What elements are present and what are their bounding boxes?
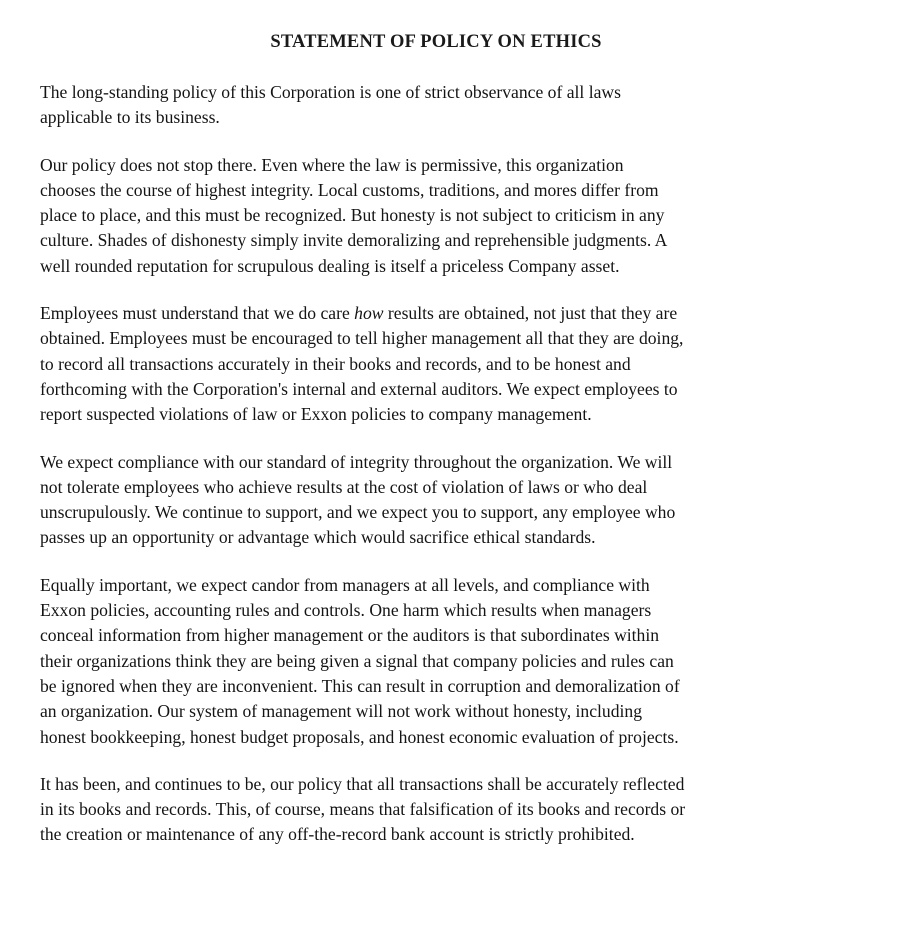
paragraph-candor (40, 573, 840, 750)
paragraph-records (40, 772, 840, 848)
text-line: It has been, and continues to be, our policy that all transactions shall be accurately reflected (40, 773, 685, 794)
text-line: passes up an opportunity or advantage which would sacrifice ethical standards. (40, 527, 596, 548)
paragraph-laws (40, 80, 840, 131)
text-line: the creation or maintenance of any off-the-record bank account is strictly prohibited. (40, 824, 635, 845)
document-title: STATEMENT OF POLICY ON ETHICS (270, 32, 602, 52)
text-line: applicable to its business. (40, 107, 220, 128)
text-line: report suspected violations of law or Exxon policies to company management. (40, 404, 592, 425)
paragraph-integrity (40, 153, 840, 279)
text-line: be ignored when they are inconvenient. This can result in corruption and demoralization of (40, 675, 680, 696)
text-line: Equally important, we expect candor from managers at all levels, and compliance with (40, 574, 650, 595)
text-line: to record all transactions accurately in their books and records, and to be honest and (40, 353, 631, 374)
text-line: Exxon policies, accounting rules and controls. One harm which results when managers (40, 600, 652, 621)
text-line: chooses the course of highest integrity. Local customs, traditions, and mores differ from (40, 179, 659, 200)
paragraph-employees (40, 301, 840, 427)
document-body (40, 80, 840, 870)
text-line: The long-standing policy of this Corporation is one of strict observance of all laws (40, 82, 621, 102)
text-line: culture. Shades of dishonesty simply invite demoralizing and reprehensible judgments. A (40, 230, 668, 251)
text-line: place to place, and this must be recognized. But honesty is not subject to criticism in any (40, 205, 665, 226)
text-line: in its books and records. This, of course, means that falsification of its books and records or (40, 799, 686, 820)
text-line: forthcoming with the Corporation's internal and external auditors. We expect employees to (40, 378, 678, 399)
text-line: their organizations think they are being given a signal that company policies and rules can (40, 650, 674, 671)
text-segment: results are obtained, not just that they are (383, 303, 678, 324)
text-line: well rounded reputation for scrupulous dealing is itself a priceless Company asset. (40, 255, 620, 276)
text-segment: Employees must understand that we do care (40, 303, 355, 324)
text-line: not tolerate employees who achieve results at the cost of violation of laws or who deal (40, 476, 648, 497)
text-line: Our policy does not stop there. Even where the law is permissive, this organization (40, 154, 624, 175)
text-line: obtained. Employees must be encouraged to tell higher management all that they are doing, (40, 328, 684, 349)
text-line (40, 301, 840, 326)
text-line: unscrupulously. We continue to support, and we expect you to support, any employee who (40, 502, 676, 523)
text-line: We expect compliance with our standard of integrity throughout the organization. We will (40, 451, 673, 472)
paragraph-compliance (40, 450, 840, 551)
text-line: an organization. Our system of management will not work without honesty, including (40, 701, 642, 722)
text-line: honest bookkeeping, honest budget proposals, and honest economic evaluation of projects. (40, 726, 679, 747)
emphasized-word: how (354, 303, 384, 324)
text-line: conceal information from higher management or the auditors is that subordinates within (40, 625, 660, 646)
